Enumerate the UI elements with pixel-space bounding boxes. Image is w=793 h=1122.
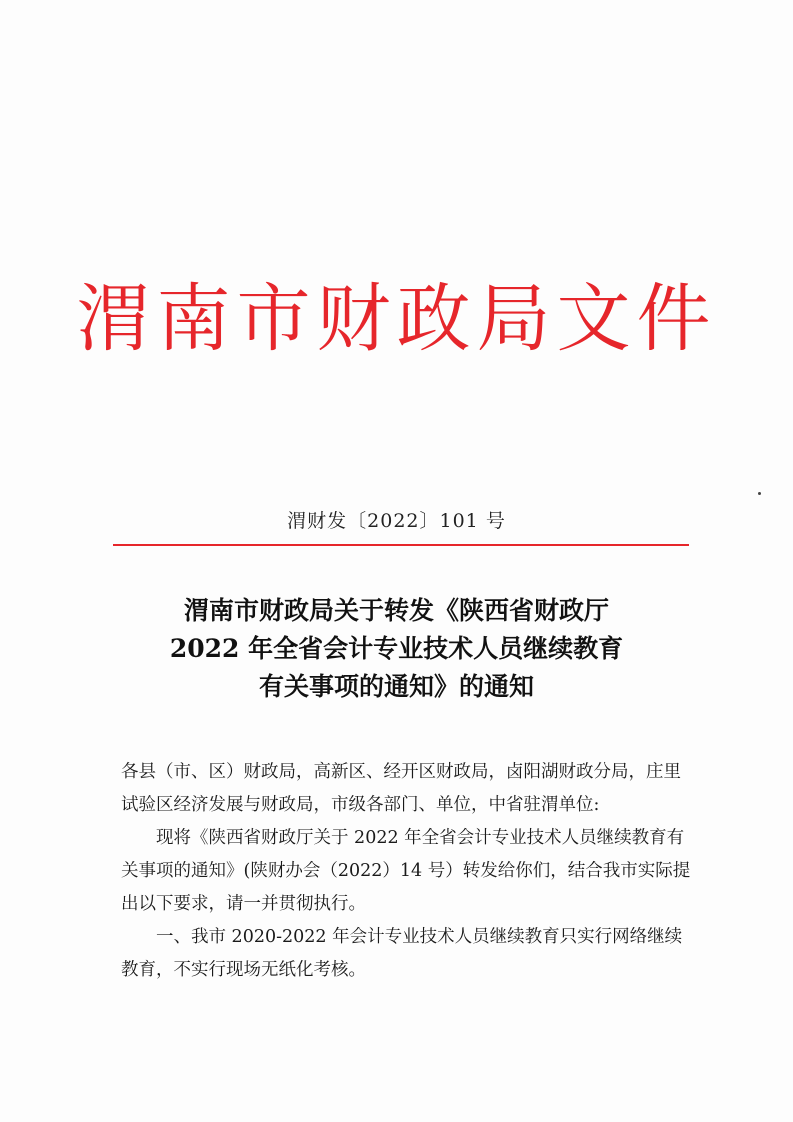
addressee-paragraph: 各县（市、区）财政局，高新区、经开区财政局，卤阳湖财政分局，庄里试验区经济发展与财政局，市级各部门、单位，中省驻渭单位: bbox=[121, 762, 681, 815]
body-paragraph: 现将《陕西省财政厅关于 2022 年全省会计专业技术人员继续教育有关事项的通知》(陕财办会（2022）14 号）转发给你们，结合我市实际提出以下要求，请一并贯彻执行。 bbox=[121, 828, 691, 914]
body-paragraph: 一、我市 2020-2022 年会计专业技术人员继续教育只实行网络继续教育，不实行现场无纸化考核。 bbox=[121, 927, 683, 980]
notice-title-line-2: 2022 年全省会计专业技术人员继续教育 bbox=[169, 634, 624, 663]
notice-title bbox=[0, 592, 793, 706]
notice-title-line-1: 渭南市财政局关于转发《陕西省财政厅 bbox=[183, 596, 609, 625]
scan-dot bbox=[758, 492, 761, 495]
notice-body bbox=[121, 756, 691, 987]
notice-title-line-3: 有关事项的通知》的通知 bbox=[258, 672, 534, 701]
document-number: 渭财发〔2022〕101 号 bbox=[287, 510, 506, 532]
red-divider-line bbox=[113, 544, 689, 546]
document-header-title: 渭南市财政局文件 bbox=[76, 276, 717, 362]
